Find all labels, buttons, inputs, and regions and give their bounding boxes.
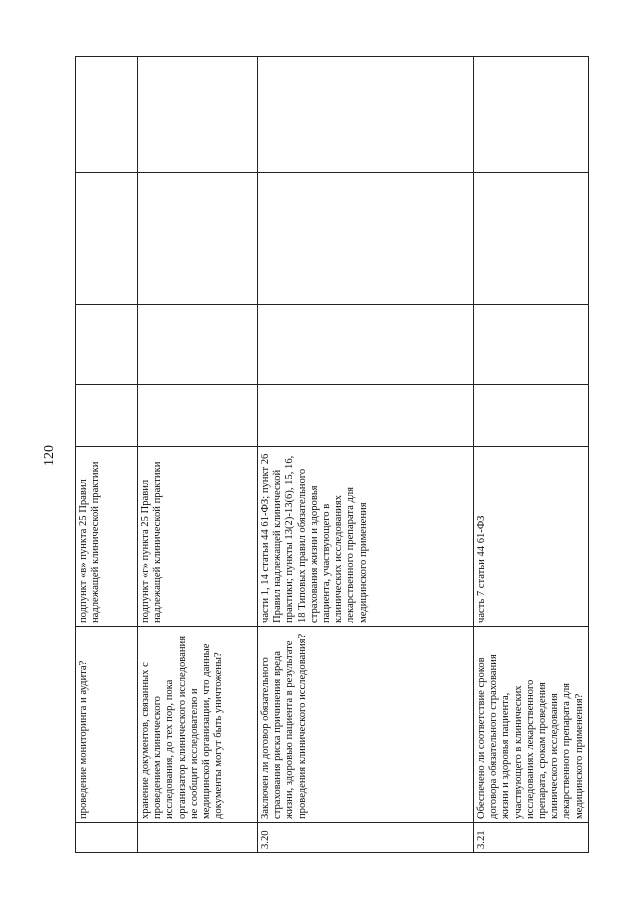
answer-yes-cell: [76, 385, 138, 447]
row-number: 3.20: [258, 823, 474, 853]
table-row: [76, 57, 138, 853]
answer-no-cell: [474, 305, 589, 385]
notes-cell: [138, 57, 258, 173]
answer-no-cell: [138, 305, 258, 385]
answer-no-cell: [76, 305, 138, 385]
answer-yes-cell: [258, 385, 474, 447]
checklist-table-container: [75, 57, 587, 853]
question-cell: Заключен ли договор обязательного страхования риска причинения вреда жизни, здоровью пациента в результате проведения клинического исследования?: [258, 627, 474, 823]
page-number: 120: [42, 445, 57, 466]
answer-yes-cell: [474, 385, 589, 447]
row-number: 3.21: [474, 823, 589, 853]
notes-cell: [474, 57, 589, 173]
notes-cell: [258, 57, 474, 173]
reference-cell: части 1, 14 статьи 44 61-ФЗ; пункт 26 Правил надлежащей клинической практики; пункты 13(2)-13(6), 15, 16, 18 Типовых правил обязательного страхования жизни и здоровья пациента, участвующего в клинических исследованиях лекарственного препарата для медицинского применения: [258, 447, 474, 627]
checklist-table: [75, 56, 589, 853]
row-number: [138, 823, 258, 853]
notes-cell: [76, 57, 138, 173]
answer-yes-cell: [138, 385, 258, 447]
not-applicable-cell: [474, 173, 589, 305]
reference-cell: часть 7 статьи 44 61-ФЗ: [474, 447, 589, 627]
not-applicable-cell: [138, 173, 258, 305]
question-cell: хранение документов, связанных с проведением клинического исследования, до тех пор, пока организатор клинического исследования не сообщит исследователю и медицинской организации, что данные документы могут быть уничтожены?: [138, 627, 258, 823]
row-number: [76, 823, 138, 853]
question-cell: проведение мониторинга и аудита?: [76, 627, 138, 823]
not-applicable-cell: [258, 173, 474, 305]
question-cell: Обеспечено ли соответствие сроков договора обязательного страхования жизни и здоровья пациента, участвующего в клинических исследованиях лекарственного препарата, срокам проведения клинического исследования лекарственного препарата для медицинского применения?: [474, 627, 589, 823]
answer-no-cell: [258, 305, 474, 385]
reference-cell: подпункт «в» пункта 25 Правил надлежащей клинической практики: [76, 447, 138, 627]
reference-cell: подпункт «г» пункта 25 Правил надлежащей клинической практики: [138, 447, 258, 627]
not-applicable-cell: [76, 173, 138, 305]
table-row: [474, 57, 589, 853]
table-row: [138, 57, 258, 853]
table-row: [258, 57, 474, 853]
